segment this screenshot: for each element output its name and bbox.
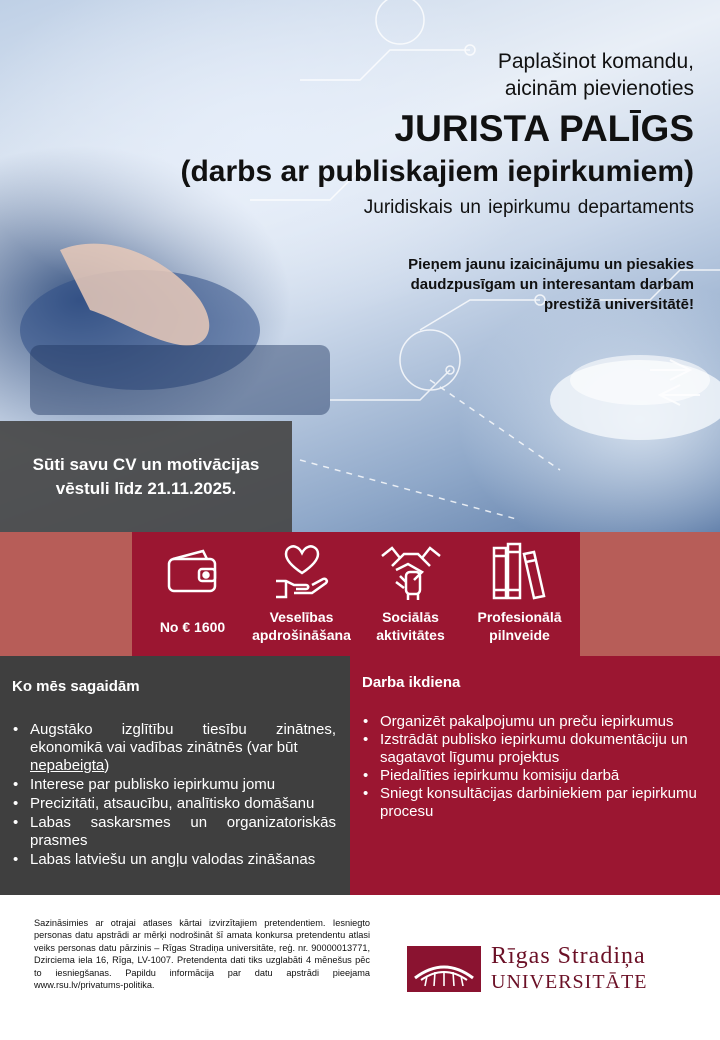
benefits-panel — [132, 532, 580, 656]
benefit-social-activities — [356, 540, 465, 656]
benefit-health-insurance — [247, 540, 356, 656]
logo-line-2: UNIVERSITĀTE — [491, 971, 648, 993]
job-subtitle: (darbs ar publiskajiem iepirkumiem) — [180, 155, 694, 188]
cta-line-2: vēstuli līdz 21.11.2025. — [55, 478, 237, 498]
pitch-line-2: daudzpusīgam un interesantam darbam — [410, 276, 694, 293]
underlined-note: nepabeigta — [30, 757, 105, 774]
list-item: • Augstāko izglītību tiesību zinātnes, ekonomikā vai vadības zinātnēs (var būt nepabeigta) — [12, 721, 336, 775]
wallet-icon — [158, 540, 228, 604]
benefit-development-label: Profesionālā pilnveide — [477, 609, 562, 643]
daily-work-list — [362, 713, 706, 821]
list-item: • Izstrādāt publisko iepirkumu dokumentāciju un sagatavot līgumu projektus — [362, 731, 706, 767]
list-item: • Piedalīties iepirkumu komisiju darbā — [362, 767, 706, 785]
benefit-professional-development — [465, 540, 574, 656]
benefit-social-label: Sociālās aktivitātes — [376, 609, 445, 643]
intro-line-2: aicinām pievienoties — [504, 77, 694, 100]
privacy-notice: Sazināsimies ar otrajai atlases kārtai izvirzītajiem pretendentiem. Iesniegto personas datu apstrādi ar mērķi nodrošināt šī amata konkursa pretendentu atlasi veiks personas datu pārzinis – Rīgas Stradiņa universitāte, reģ. nr. 90000013771, Dzirciema iela 16, Rīga, LV-1007. Pretendenta dati tiks uzglabāti 4 mēnešus pēc to iesniegšanas. Papildu informācija par datu apstrādi pieejama www.rsu.lv/privatums-politika. — [34, 918, 370, 991]
expectations-section — [0, 656, 350, 895]
logo-wordmark — [491, 943, 647, 995]
daily-work-section — [350, 656, 720, 895]
pitch-line-3: prestižā universitātē! — [543, 296, 694, 313]
daily-work-heading: Darba ikdiena — [362, 674, 461, 691]
application-deadline-box — [0, 421, 292, 532]
books-icon — [485, 540, 555, 604]
benefit-salary-label: No € 1600 — [159, 619, 226, 635]
expectations-list — [12, 721, 336, 869]
logo-line-1: Rīgas Stradiņa — [491, 943, 646, 969]
university-logo — [405, 943, 647, 995]
pitch-line-1: Pieņem jaunu izaicinājumu un piesakies — [408, 256, 694, 273]
pitch-text — [334, 255, 694, 315]
expectations-heading: Ko mēs sagaidām — [12, 678, 140, 695]
job-title: JURISTA PALĪGS — [394, 108, 694, 149]
list-item: • Interese par publisko iepirkumu jomu — [12, 776, 336, 794]
benefit-salary — [138, 540, 247, 656]
list-item: • Labas latviešu un angļu valodas zināšanas — [12, 851, 336, 869]
cta-line-1: Sūti savu CV un motivācijas — [32, 454, 260, 474]
benefit-health-label: Veselības apdrošināšana — [252, 609, 351, 643]
university-emblem-icon — [405, 944, 483, 994]
list-item: • Organizēt pakalpojumu un preču iepirkumus — [362, 713, 706, 731]
intro-text — [194, 48, 694, 102]
list-item: • Labas saskarsmes un organizatoriskās prasmes — [12, 814, 336, 850]
heart-hand-icon — [267, 540, 337, 604]
list-item: • Sniegt konsultācijas darbiniekiem par iepirkumu procesu — [362, 785, 706, 821]
intro-line-1: Paplašinot komandu, — [497, 50, 694, 73]
handshake-icon — [376, 540, 446, 604]
department-name: Juridiskais un iepirkumu departaments — [363, 197, 694, 218]
list-item: • Precizitāti, atsaucību, analītisko domāšanu — [12, 795, 336, 813]
